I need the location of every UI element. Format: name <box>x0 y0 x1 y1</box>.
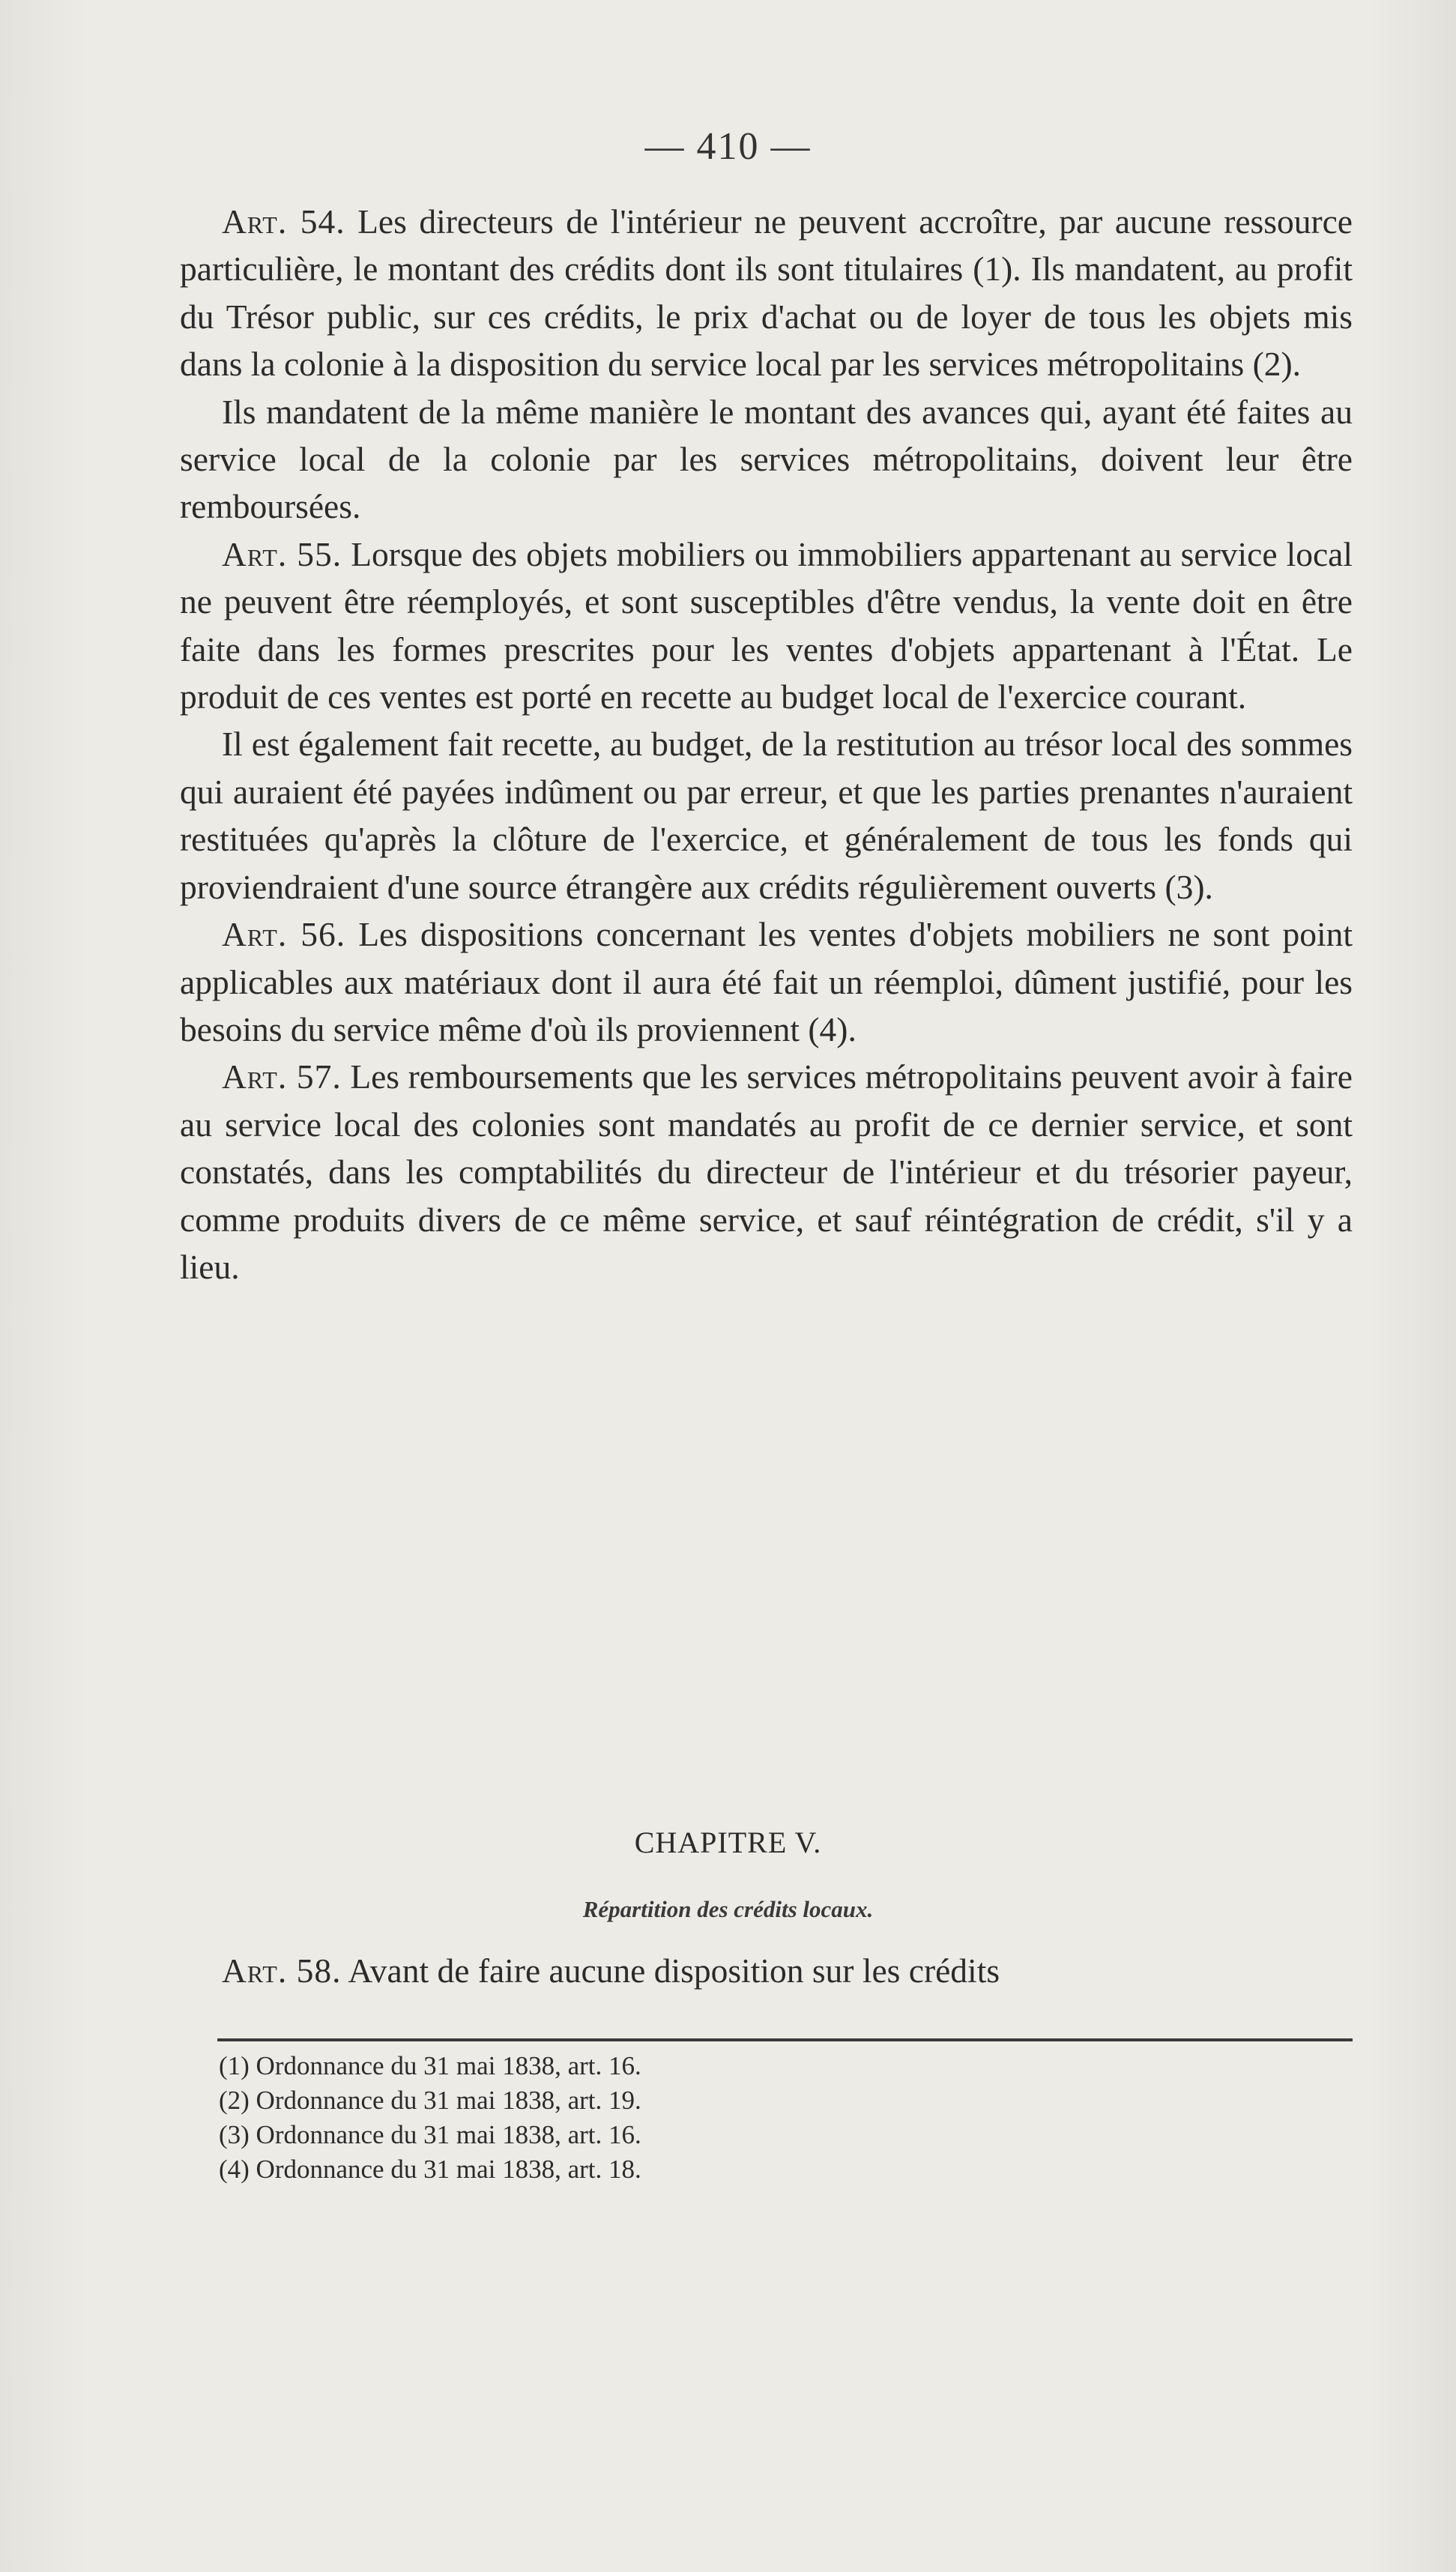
paragraph-art-57 <box>180 1053 1353 1290</box>
paragraph-text: Lorsque des objets mobiliers ou immobiliers appartenant au service local ne peuvent être réemployés, et sont susceptibles d'être vendus, la vente doit en être faite dans les formes prescrites pour les ventes d'objets appartenant à l'État. Le produit de ces ventes est porté en recette au budget local de l'exercice courant. <box>180 534 1353 716</box>
footnote-divider <box>217 2038 1353 2041</box>
article-label: Art. 55. <box>222 534 342 573</box>
paragraph-art-55-cont <box>180 720 1353 911</box>
section-title: Répartition des crédits locaux. <box>582 1896 874 1922</box>
paragraph-art-54-cont <box>180 388 1353 531</box>
paragraph-text: Les directeurs de l'intérieur ne peuvent accroître, par aucune ressource particulière, le montant des crédits dont ils sont titulaires (1). Ils mandatent, au profit du Trésor public, sur ces crédits, le prix d'achat ou de loyer de tous les objets mis dans la colonie à la disposition du service local par les services métropolitains (2). <box>180 202 1353 384</box>
footnote: (2) Ordonnance du 31 mai 1838, art. 19. <box>219 2086 641 2115</box>
article-label: Art. 54. <box>222 202 345 241</box>
paragraph-text: Les remboursements que les services métropolitains peuvent avoir à faire au service local des colonies sont mandatés au profit de ce dernier service, et sont constatés, dans les comptabilités du directeur de l'intérieur et du trésorier payeur, comme produits divers de ce même service, et sauf réintégration de crédit, s'il y a lieu. <box>180 1057 1353 1286</box>
footnote: (3) Ordonnance du 31 mai 1838, art. 16. <box>219 2120 641 2149</box>
article-label: Art. 57. <box>222 1057 342 1096</box>
paragraph-text: Il est également fait recette, au budget, de la restitution au trésor local des sommes qui auraient été payées indûment ou par erreur, et que les parties prenantes n'auraient restituées qu'après la clôture de l'exercice, et généralement de tous les fonds qui proviendraient d'une source étrangère aux crédits régulièrement ouverts (3). <box>180 725 1353 906</box>
page-number: — 410 — <box>644 125 812 168</box>
article-label: Art. 56. <box>222 915 346 954</box>
paragraph-art-54 <box>180 198 1353 388</box>
body-text <box>180 198 1353 1290</box>
chapter-title: CHAPITRE V. <box>634 1826 822 1859</box>
paragraph-text: Avant de faire aucune disposition sur les crédits <box>341 1951 1000 1990</box>
article-label: Art. 58. <box>222 1951 342 1990</box>
paragraph-art-58 <box>180 1947 1353 1994</box>
paragraph-text: Les dispositions concernant les ventes d'objets mobiliers ne sont point applicables aux matériaux dont il aura été fait un réemploi, dûment justifié, pour les besoins du service même d'où ils proviennent (4). <box>180 915 1353 1048</box>
footnotes <box>219 2049 1343 2187</box>
footnote: (1) Ordonnance du 31 mai 1838, art. 16. <box>219 2051 641 2080</box>
paragraph-art-56 <box>180 911 1353 1053</box>
footnote: (4) Ordonnance du 31 mai 1838, art. 18. <box>219 2155 641 2184</box>
paragraph-text: Ils mandatent de la même manière le montant des avances qui, ayant été faites au service local de la colonie par les services métropolitains, doivent leur être remboursées. <box>180 392 1353 526</box>
paragraph-art-55 <box>180 531 1353 721</box>
